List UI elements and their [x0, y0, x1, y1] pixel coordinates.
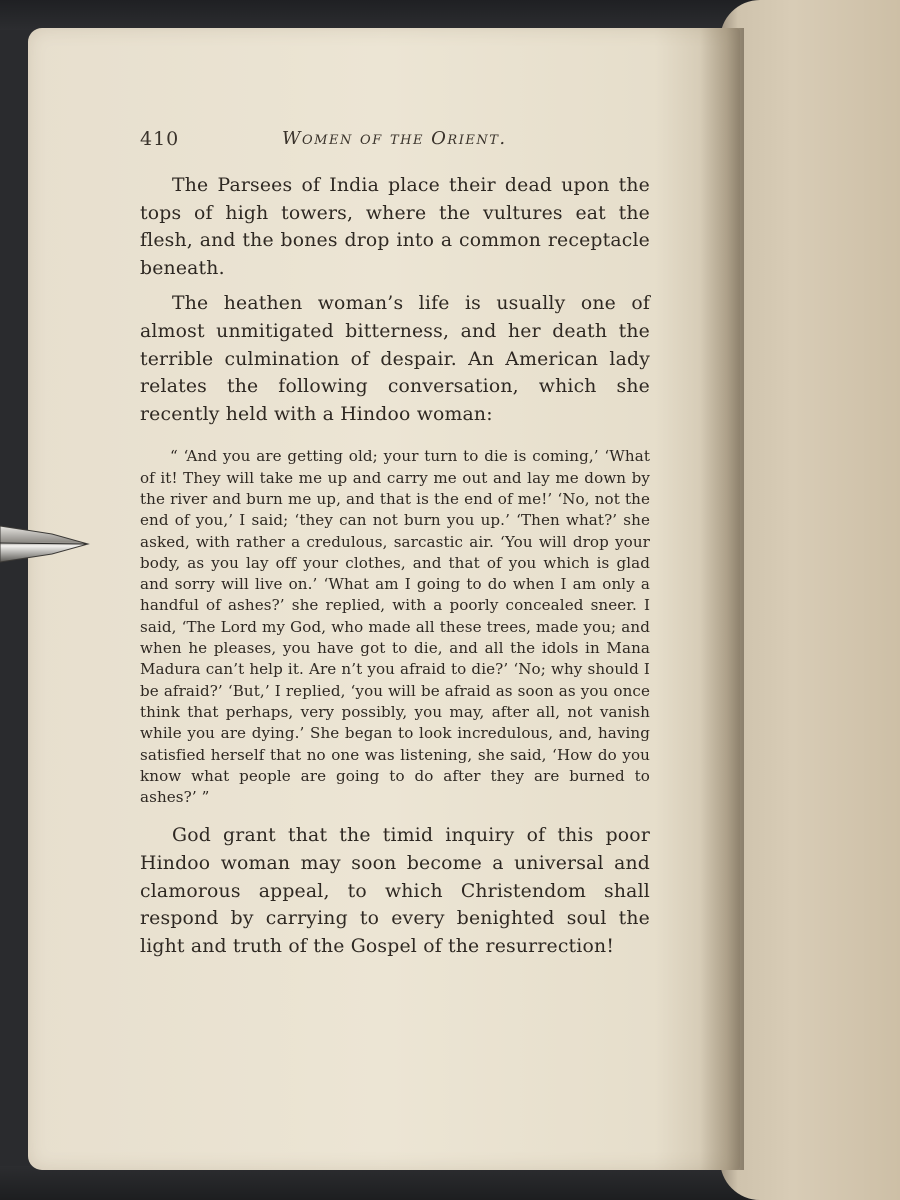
paragraph-heathen-woman: The heathen woman’s life is usually one of almost unmitigated bitterness, and her death the terrible culmination of despair. An American lady relates the following conversation, which she recently held with a Hindoo woman:: [140, 293, 650, 425]
paragraph-parsees: The Parsees of India place their dead upon the tops of high towers, where the vultures eat the flesh, and the bones drop into a common receptacle beneath.: [140, 175, 650, 279]
facing-page-edge: [720, 0, 900, 1200]
metal-pointer-icon: [0, 522, 90, 566]
page-gutter-shadow: [700, 28, 744, 1170]
page-body: [140, 172, 650, 960]
quoted-conversation: “ ‘And you are getting old; your turn to die is coming,’ ‘What of it! They will take me up and carry me out and lay me down by the river and burn me up, and that is the end of me!’ ‘No, not the end of you,’ I said; ‘they can not burn you up.’ ‘Then what?’ she asked, with rather a credulous, sarcastic air. ‘You will drop your body, as you lay off your clothes, and that of you which is glad and sorry will live on.’ ‘What am I going to do when I am only a handful of ashes?’ she replied, with a poorly concealed sneer. I said, ‘The Lord my God, who made all these trees, made you; and when he pleases, you have got to die, and all the idols in Mana Madura can’t help it. Are n’t you afraid to die?’ ‘No; why should I be afraid?’ ‘But,’ I replied, ‘you will be afraid as soon as you once think that perhaps, very possibly, you may, after all, not vanish while you are dying.’ She began to look incredulous, and, having satisfied herself that no one was listening, she said, ‘How do you know what people are going to do after they are burned to ashes?’ ”: [140, 447, 650, 807]
running-title: Women of the Orient.: [282, 128, 507, 149]
page-number: 410: [140, 128, 180, 150]
running-head: [140, 128, 660, 154]
paragraph-closing: God grant that the timid inquiry of this poor Hindoo woman may soon become a universal and clamorous appeal, to which Christendom shall respond by carrying to every benighted soul the light and truth of the Gospel of the resurrection!: [140, 825, 650, 957]
